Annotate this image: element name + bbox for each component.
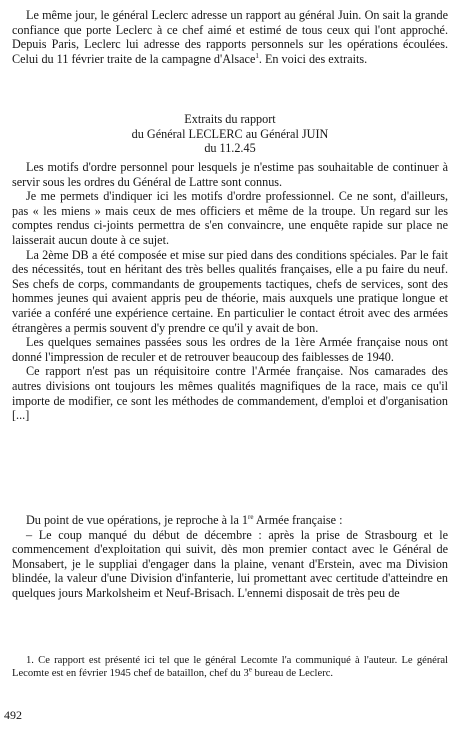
- ordinal-superscript: re: [248, 512, 254, 521]
- operations-section: [12, 513, 448, 601]
- operations-paragraph-2: – Le coup manqué du début de décembre : après la prise de Strasbourg et le commencement d'exploitation qui suivit, dès mon premier contact avec le Général de Monsabert, je le suppliai d'engager dans la plaine, venant d'Erstein, avec ma Division blindée, la valeur d'une Division d'infanterie, lui promettant avec certitude d'atteindre en quelques jours Markolsheim et Neuf-Brisach. L'ennemi disposait de très peu de: [12, 527, 448, 600]
- heading-line-3: du 11.2.45: [204, 141, 256, 156]
- footnote-reference: 1: [255, 51, 259, 60]
- page-number: 492: [4, 708, 22, 722]
- report-paragraph-1: Les motifs d'ordre personnel pour lesquels je n'estime pas souhaitable de continuer à servir sous les ordres du Général de Lattre sont connus.: [12, 160, 448, 189]
- intro-text-start: Le même jour, le général Leclerc adresse un rapport au général Juin. On sait la grande confiance que porte Leclerc à ce chef aimé et estimé de tous ceux qui l'ont approché. Depuis Paris, Leclerc lui adresse des rapports personnels sur les opérations écoulées. Celui du 11 février traite de la campagne d'Alsace: [12, 8, 448, 66]
- operations-paragraph-1: [12, 513, 448, 528]
- intro-paragraph: [12, 8, 448, 66]
- operations-text-start: Du point de vue opérations, je reproche à la 1: [26, 513, 249, 527]
- report-paragraph-5: Ce rapport n'est pas un réquisitoire contre l'Armée française. Nos camarades des autres divisions ont toujours les mêmes qualités magnifiques de la race, mais ce qu'il importe de modifier, ce sont les méthodes de commandement, d'emploi et d'organisation [...]: [12, 364, 448, 423]
- heading-line-1: Extraits du rapport: [184, 112, 276, 126]
- report-heading: [12, 112, 448, 156]
- heading-line-2: du Général LECLERC au Général JUIN: [131, 126, 329, 141]
- operations-text-end: Armée française :: [253, 513, 343, 527]
- report-paragraph-4: Les quelques semaines passées sous les ordres de la 1ère Armée française nous ont donné l'impression de reculer et de retrouver beaucoup des faiblesses de 1940.: [12, 335, 448, 364]
- footnote-text-start: 1. Ce rapport est présenté ici tel que le général Lecomte l'a communiqué à l'auteur. Le général Lecomte est en février 1945 chef de bataillon, chef du 3: [12, 655, 448, 679]
- footnote-text-end: bureau de Leclerc.: [251, 668, 334, 679]
- footnote-superscript: e: [248, 665, 252, 674]
- footnote: [12, 654, 448, 680]
- report-paragraph-2: Je me permets d'indiquer ici les motifs d'ordre professionnel. Ce ne sont, d'ailleurs, pas « les miens » mais ceux de mes officiers et même de la troupe. Un regard sur les comptes rendus ci-joints permettra de s'en convaincre, une enquête rapide sur place ne laisserait aucun doute à ce sujet.: [12, 189, 448, 247]
- report-paragraph-3: La 2ème DB a été composée et mise sur pied dans des conditions spéciales. Par le fait des nécessités, tout en héritant des très belles qualités françaises, elle a pu faire du neuf. Ses chefs de corps, commandants de groupements tactiques, chefs de services, sont des hommes jeunes qui avaient appris peu de théorie, mais auxquels une pratique longue et variée a conféré une expérience certaine. En particulier le contact étroit avec des armées étrangères a permis souvent d'y prendre ce qu'il y avait de bon.: [12, 247, 448, 335]
- report-extract: [12, 160, 448, 423]
- intro-text-end: . En voici des extraits.: [258, 51, 368, 66]
